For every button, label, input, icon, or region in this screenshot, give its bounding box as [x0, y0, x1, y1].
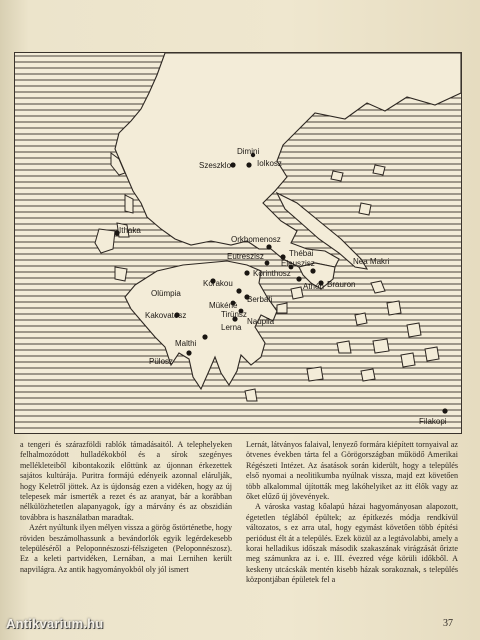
paragraph: Lernát, látványos falaival, lenyező formára kiépített tornyaival az ötvenes években tárta fel a Görögországban működő Amerikai Régészeti Intézet. Az ásatások során kiderült, hogy a település első nyomai a neolitikumba nyúlnak vissza, majd ezt követően több alkalommal újították meg lakóhelyiket az itt élők vagy az őket elűző új jövevények.: [246, 440, 458, 502]
island: [331, 171, 343, 181]
site-dot: [244, 270, 249, 275]
place-label-ithaka: Ithaka: [119, 226, 141, 235]
place-label-mukene: Mükéné: [209, 301, 238, 310]
site-dot: [202, 334, 207, 339]
place-label-kakovatosz: Kakovatosz: [145, 311, 187, 320]
melos-island: [307, 367, 323, 381]
island: [425, 347, 439, 361]
site-dot: [186, 350, 191, 355]
kythera-island: [245, 389, 257, 401]
place-label-korakou: Korakou: [203, 279, 233, 288]
place-label-berbati: Berbati: [247, 295, 273, 304]
island: [373, 339, 389, 353]
place-label-eleuszisz: Eleuszisz: [281, 259, 315, 268]
page-number: 37: [443, 618, 453, 629]
watermark-logo: Antikvarium.hu: [6, 616, 104, 631]
island: [401, 353, 415, 367]
island: [359, 203, 371, 215]
island: [373, 165, 385, 175]
paragraph: Azért nyúltunk ilyen mélyen vissza a görög őstörténetbe, hogy röviden beszámolhassunk a bevándorlók egyik legérdekesebb településéről a Peloponnészoszi-félszigeten (Peloponnészosz). Ez a keleti partvidéken, Lernában, a mai Lernihen került napvilágra. Az antik hagyományokból oly jól ismert: [20, 523, 232, 574]
island: [291, 287, 303, 299]
place-label-nea-makri: Nea Makri: [353, 257, 390, 266]
site-dot: [230, 162, 235, 167]
paragraph: A városka vastag kőalapú házai hagyományosan alapozott, égetetlen téglából épültek; az építkezés módja rendkívül változatos, s ez arra utal, hogy egymást követően több építési periódust élt át a település. Ezek közül az a legtávolabbi, amely a korai helladikus időszak második szakaszának virágzását őrizte meg számunkra az i. e. III. évezred vége körüli időkből. A keskeny utcácskák mentén kisebb házak sorakoznak, s település központjában épületek fel a: [246, 502, 458, 585]
place-label-tirunsz: Tirünsz: [221, 310, 247, 319]
island: [361, 369, 375, 381]
place-label-lerna: Lerna: [221, 323, 242, 332]
place-label-olumpia: Olümpia: [151, 289, 181, 298]
zakynthos-island: [115, 267, 127, 281]
place-label-nauplia: Nauplia: [247, 317, 275, 326]
site-dot: [442, 408, 447, 413]
place-label-eutreszisz: Eutreszisz: [227, 252, 264, 261]
place-label-korinthosz: Korinthosz: [253, 269, 291, 278]
place-label-filakopi: Filakopi: [419, 417, 447, 426]
place-label-szeszklo: Szeszklo: [199, 161, 232, 170]
site-dot: [310, 268, 315, 273]
place-label-malthi: Malthi: [175, 339, 197, 348]
site-dot: [265, 261, 270, 266]
island: [355, 313, 367, 325]
site-dot: [266, 244, 271, 249]
map-of-greece: [14, 52, 462, 434]
text-column-right: [246, 440, 458, 616]
island: [407, 323, 421, 337]
place-label-thebai: Thébai: [289, 249, 314, 258]
site-dot: [246, 162, 251, 167]
place-label-brauron: Brauron: [327, 280, 356, 289]
place-label-athen: Athén: [303, 282, 324, 291]
text-column-left: [20, 440, 232, 616]
paragraph: a tengeri és szárazföldi rablók támadásaitól. A telephelyeken felhalmozódott hulladékokból és a sírok szegényes mellékleteiből kibontakozik előttünk az újonnan érkezettek sajátos kultúrája. Puritra formájú edényeik azonnal elárulják, hogy Keletről jöttek. Az is újdonság ezen a vidéken, hogy az új telepesek már ismerték a rezet és az aranyat, bár a korábban nélkülözhetetlen alapanyagok, így a márvány és az obszidián továbbra is használatban maradtak.: [20, 440, 232, 522]
island: [337, 341, 351, 353]
place-label-dimini: Dimini: [237, 147, 260, 156]
island: [277, 303, 287, 313]
site-dot: [236, 288, 241, 293]
place-label-iolkosz: Iolkosz: [257, 159, 282, 168]
island: [387, 301, 401, 315]
site-dot: [296, 276, 301, 281]
place-label-orkhomenosz: Orkhomenosz: [231, 235, 281, 244]
place-label-pulosz: Pülosz: [149, 357, 174, 366]
